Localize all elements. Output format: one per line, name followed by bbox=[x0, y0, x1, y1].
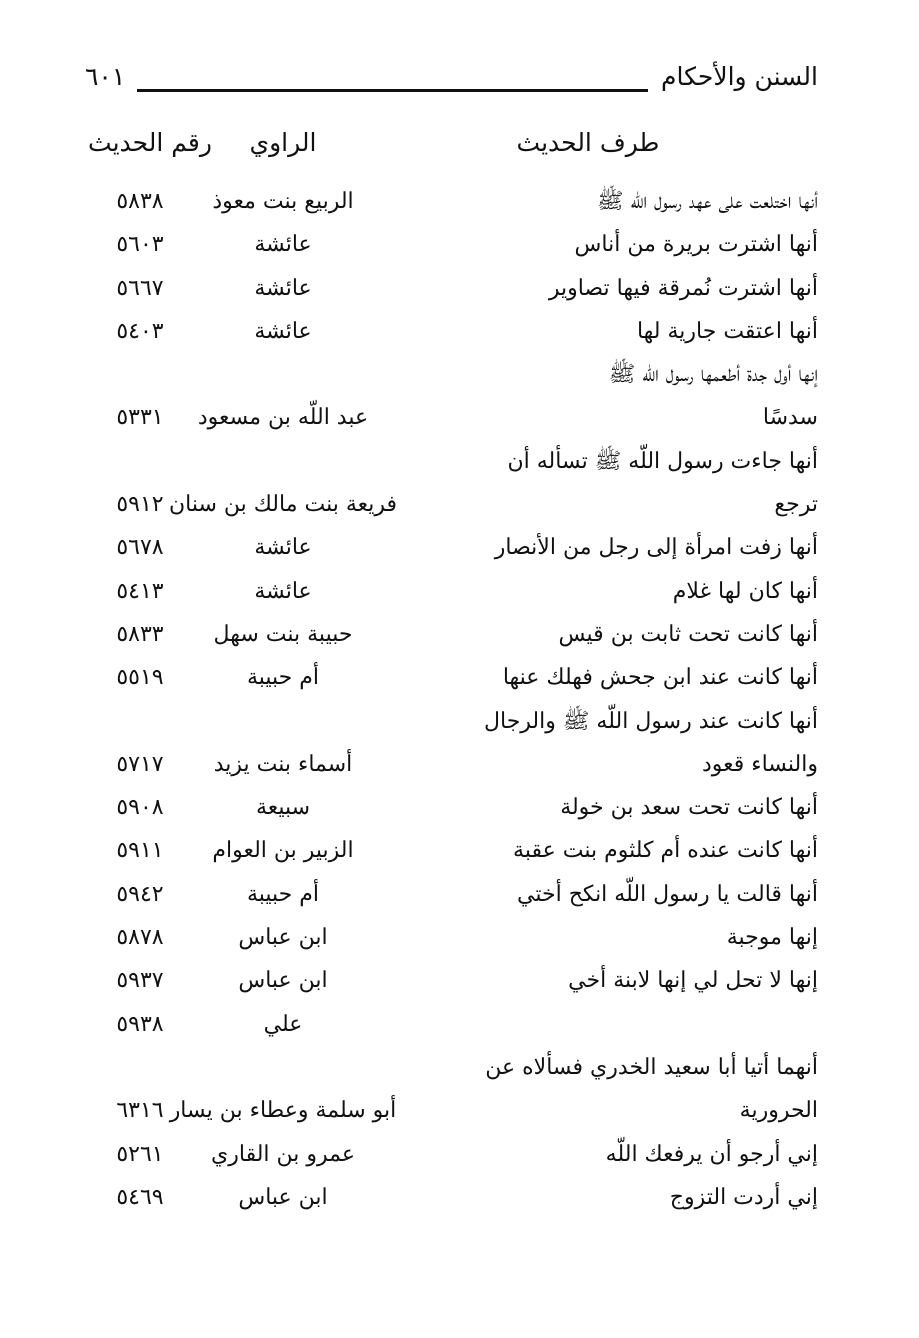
table-row bbox=[85, 700, 818, 743]
hadith-text: أنها زفت امرأة إلى رجل من الأنصار bbox=[494, 535, 818, 561]
hadith-number: ٥٢٦١ bbox=[116, 1141, 164, 1167]
column-header-hadith-number: رقم الحديث bbox=[88, 128, 212, 157]
narrator-name: ابن عباس bbox=[238, 1184, 328, 1210]
table-row bbox=[85, 1003, 818, 1046]
hadith-number: ٥٤٦٩ bbox=[116, 1184, 164, 1210]
table-row bbox=[85, 440, 818, 483]
narrator-name: أم حبيبة bbox=[246, 881, 320, 907]
hadith-text: أنها جاءت رسول اللّه ﷺ تسأله أن bbox=[507, 448, 818, 474]
hadith-number: ٥٩٣٨ bbox=[116, 1011, 164, 1037]
hadith-number: ٥٥١٩ bbox=[116, 665, 164, 691]
hadith-text: أنها كان لها غلام bbox=[672, 578, 818, 604]
table-row bbox=[85, 743, 818, 786]
narrator-name: سبيعة bbox=[255, 795, 311, 821]
hadith-text: والنساء قعود bbox=[701, 751, 818, 777]
hadith-text: إنها موجبة bbox=[726, 925, 818, 951]
hadith-number: ٥٩٠٨ bbox=[116, 795, 164, 821]
hadith-number: ٥٧١٧ bbox=[116, 751, 164, 777]
table-row bbox=[85, 873, 818, 916]
hadith-number: ٥٩٤٢ bbox=[116, 881, 164, 907]
narrator-name: حبيبة بنت سهل bbox=[213, 621, 353, 647]
narrator-name: أبو سلمة وعطاء بن يسار bbox=[169, 1098, 397, 1124]
table-row bbox=[85, 570, 818, 613]
table-row bbox=[85, 786, 818, 829]
page-number: ٦٠١ bbox=[85, 62, 126, 91]
narrator-name: عائشة bbox=[254, 578, 312, 604]
narrator-name: عمرو بن القاري bbox=[211, 1141, 355, 1167]
hadith-text: أنها قالت يا رسول اللّه انكح أختي bbox=[517, 881, 818, 907]
column-header-narrator: الراوي bbox=[249, 128, 317, 157]
hadith-text: أنها اعتقت جارية لها bbox=[636, 318, 818, 344]
narrator-name: عائشة bbox=[254, 535, 312, 561]
narrator-name: علي bbox=[263, 1011, 303, 1037]
hadith-text: أنها كانت تحت سعد بن خولة bbox=[560, 795, 818, 821]
narrator-name: أسماء بنت يزيد bbox=[213, 751, 353, 777]
hadith-number: ٥٦٠٣ bbox=[116, 232, 164, 258]
narrator-name: ابن عباس bbox=[238, 968, 328, 994]
table-row bbox=[85, 353, 818, 396]
narrator-name: عائشة bbox=[254, 275, 312, 301]
hadith-number: ٦٣١٦ bbox=[116, 1098, 164, 1124]
hadith-number: ٥٤١٣ bbox=[116, 578, 164, 604]
hadith-number: ٥٩٣٧ bbox=[116, 968, 164, 994]
page-header bbox=[85, 62, 818, 112]
table-row bbox=[85, 1133, 818, 1176]
table-row bbox=[85, 656, 818, 699]
hadith-text: إني أرجو أن يرفعك اللّه bbox=[605, 1141, 818, 1167]
hadith-text: أنهما أتيا أبا سعيد الخدري فسألاه عن bbox=[485, 1054, 818, 1080]
table-row bbox=[85, 267, 818, 310]
narrator-name: ابن عباس bbox=[238, 925, 328, 951]
hadith-number: ٥٦٦٧ bbox=[116, 275, 164, 301]
table-row bbox=[85, 959, 818, 1002]
table-row bbox=[85, 223, 818, 266]
table-row bbox=[85, 483, 818, 526]
table-row bbox=[85, 310, 818, 353]
hadith-text: سدسًا bbox=[762, 405, 818, 431]
hadith-number: ٥٨٣٨ bbox=[116, 189, 164, 214]
table-row bbox=[85, 613, 818, 656]
hadith-text: إنها أول جدة أطعمها رسول اللّه ﷺ bbox=[608, 362, 818, 388]
header-rule bbox=[137, 89, 648, 92]
hadith-number: ٥٨٧٨ bbox=[116, 925, 164, 951]
table-row bbox=[85, 396, 818, 439]
table-row bbox=[85, 1176, 818, 1219]
table-row bbox=[85, 1046, 818, 1089]
hadith-text: أنها اختلعت على عهد رسول اللّه ﷺ bbox=[597, 189, 818, 214]
hadith-text: ترجع bbox=[774, 492, 818, 518]
hadith-text: إنها لا تحل لي إنها لابنة أخي bbox=[568, 968, 818, 994]
narrator-name: أم حبيبة bbox=[246, 665, 320, 691]
hadith-number: ٥٤٠٣ bbox=[116, 318, 164, 344]
hadith-number: ٥٨٣٣ bbox=[116, 621, 164, 647]
hadith-text: إني أردت التزوج bbox=[669, 1184, 818, 1210]
column-headers bbox=[85, 128, 818, 170]
table-row bbox=[85, 180, 818, 223]
hadith-number: ٥٣٣١ bbox=[116, 405, 164, 431]
table-row bbox=[85, 1089, 818, 1132]
narrator-name: فريعة بنت مالك بن سنان bbox=[168, 492, 398, 518]
hadith-text: أنها اشترت نُمرقة فيها تصاوير bbox=[548, 275, 818, 301]
book-title: السنن والأحكام bbox=[660, 62, 818, 91]
table-row bbox=[85, 916, 818, 959]
hadith-text: أنها اشترت بريرة من أناس bbox=[574, 232, 818, 258]
hadith-number: ٥٩١١ bbox=[116, 838, 164, 864]
hadith-text: أنها كانت عند ابن جحش فهلك عنها bbox=[502, 665, 818, 691]
hadith-text: أنها كانت تحت ثابت بن قيس bbox=[558, 621, 818, 647]
narrator-name: الربيع بنت معوذ bbox=[212, 189, 354, 214]
narrator-name: عائشة bbox=[254, 232, 312, 258]
hadith-number: ٥٦٧٨ bbox=[116, 535, 164, 561]
narrator-name: عبد اللّه بن مسعود bbox=[197, 405, 369, 431]
hadith-text: أنها كانت عنده أم كلثوم بنت عقبة bbox=[513, 838, 818, 864]
hadith-text: أنها كانت عند رسول اللّه ﷺ والرجال bbox=[484, 708, 818, 734]
narrator-name: الزبير بن العوام bbox=[212, 838, 354, 864]
table-row bbox=[85, 829, 818, 872]
hadith-text: الحرورية bbox=[739, 1098, 818, 1124]
column-header-hadith-text: طرف الحديث bbox=[516, 128, 660, 157]
narrator-name: عائشة bbox=[254, 318, 312, 344]
hadith-index-table bbox=[85, 180, 818, 1219]
table-row bbox=[85, 526, 818, 569]
hadith-number: ٥٩١٢ bbox=[116, 492, 164, 518]
